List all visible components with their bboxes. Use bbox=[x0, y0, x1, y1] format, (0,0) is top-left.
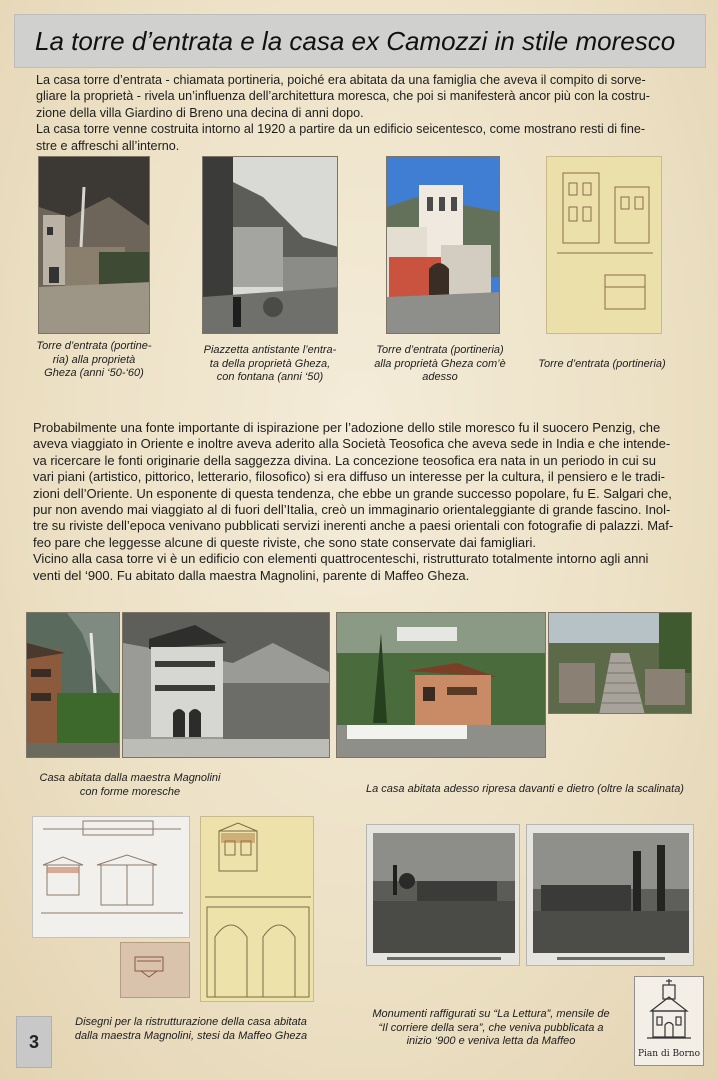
caption-line: Torre d’entrata (portineria) bbox=[538, 358, 666, 370]
body-line: va ricercare le fonti originarie della saggezza divina. La concezione teosofica era nata in un periodo in cui su bbox=[33, 452, 656, 468]
page-number: 3 bbox=[16, 1016, 52, 1068]
body-line: feo pare che leggesse alcune di queste riviste, che sono state conservate dai famigliari. bbox=[33, 534, 536, 550]
caption-line: Torre d’entrata (portineria) bbox=[376, 344, 504, 356]
body-paragraph bbox=[33, 420, 685, 584]
body-line: pur non avendo mai viaggiato al di fuori dell’Italia, creò un immaginario orientaleggiante di grande fascino. Inol- bbox=[33, 502, 671, 518]
photo-piazzetta-old bbox=[202, 156, 338, 334]
caption-monuments bbox=[360, 1008, 622, 1049]
caption-line: Piazzetta antistante l’entra- bbox=[203, 344, 337, 356]
caption-line: adesso bbox=[422, 371, 458, 383]
page-title: La torre d’entrata e la casa ex Camozzi in stile moresco bbox=[35, 26, 676, 56]
caption-line: con fontana (anni ‘50) bbox=[216, 371, 324, 383]
body-line: venti del ‘900. Fu abitato dalla maestra Magnolini, parente di Maffeo Gheza. bbox=[33, 567, 470, 583]
caption-tower-now bbox=[370, 344, 510, 385]
drawing-restructuring-2 bbox=[120, 942, 190, 998]
caption-line: inizio ‘900 e veniva letta da Maffeo bbox=[406, 1035, 576, 1047]
body-line: Vicino alla casa torre vi è un edificio con elementi quattrocenteschi, ristrutturato totalmente intorno agli anni bbox=[33, 551, 649, 567]
caption-line: Torre d’entrata (portine- bbox=[36, 340, 152, 352]
intro-paragraph bbox=[36, 72, 684, 154]
pian-di-borno-logo bbox=[634, 976, 704, 1066]
photo-tower-drawing bbox=[546, 156, 662, 334]
intro-line: La casa torre venne costruita intorno al 1920 a partire da un edificio seicentesco, come mostrano resti di fine- bbox=[36, 122, 646, 137]
caption-line: con forme moresche bbox=[79, 785, 181, 798]
photo-magnolini-house-color bbox=[26, 612, 120, 758]
body-line: tre su riviste dell’epoca venivano pubblicati servizi inerenti anche a paesi orientali con fotografie di palazzi. Maf- bbox=[33, 518, 674, 534]
church-icon bbox=[635, 977, 703, 1045]
caption-line: ta della proprietà Gheza, bbox=[209, 357, 331, 370]
body-line: aveva viaggiato in Oriente e inoltre aveva aderito alla Società Teosofica che aveva sede in India e che intende- bbox=[33, 436, 671, 452]
caption-line: Gheza (anni ‘50-‘60) bbox=[44, 367, 144, 379]
engraving-monument-1 bbox=[366, 824, 520, 966]
caption-drawings bbox=[70, 1016, 312, 1043]
caption-tower-drawing bbox=[532, 358, 672, 372]
body-line: zioni dell’Oriente. Un esponente di questa tendenza, che ebbe un grande successo popolare, fu E. Salgari che, bbox=[33, 485, 672, 501]
photo-house-front-now bbox=[336, 612, 546, 758]
photo-tower-now bbox=[386, 156, 500, 334]
title-bar bbox=[14, 14, 706, 68]
caption-line: ria) alla proprietà bbox=[52, 353, 136, 366]
logo-text: Pian di Borno bbox=[637, 1049, 700, 1059]
caption-line: alla proprietà Gheza com’è bbox=[374, 357, 506, 370]
intro-line: gliare la proprietà - rivela un’influenza dell’architettura moresca, che poi si manifesterà ancor più con la costru- bbox=[36, 89, 650, 104]
caption-house-now bbox=[350, 783, 700, 797]
caption-line: dalla maestra Magnolini, stesi da Maffeo Gheza bbox=[74, 1029, 308, 1042]
body-line: vari piani (artistico, pittorico, letterario, filosofico) si era diffuso un interesse per la cultura, il pensiero e le tradi- bbox=[33, 469, 665, 485]
caption-magnolini-house bbox=[30, 772, 230, 799]
caption-line: La casa abitata adesso ripresa davanti e dietro (oltre la scalinata) bbox=[366, 783, 684, 795]
caption-line: Disegni per la ristrutturazione della casa abitata bbox=[75, 1016, 307, 1028]
intro-line: La casa torre d’entrata - chiamata portineria, poiché era abitata da una famiglia che aveva il compito di sorve- bbox=[36, 73, 646, 87]
caption-line: Casa abitata dalla maestra Magnolini bbox=[39, 772, 221, 784]
body-line: Probabilmente una fonte importante di ispirazione per l’adozione dello stile moresco fu il suocero Penzig, che bbox=[33, 420, 661, 435]
intro-line: zione della villa Giardino di Breno una decina di anni dopo. bbox=[36, 105, 364, 120]
photo-tower-old bbox=[38, 156, 150, 334]
photo-stairway-now bbox=[548, 612, 692, 714]
engraving-monument-2 bbox=[526, 824, 694, 966]
caption-tower-old bbox=[36, 340, 152, 381]
caption-line: “Il corriere della sera”, che veniva pubblicata a bbox=[378, 1021, 604, 1034]
drawing-restructuring-3 bbox=[200, 816, 314, 1002]
intro-line: stre e affreschi all’interno. bbox=[36, 138, 180, 153]
caption-line: Monumenti raffigurati su “La Lettura”, mensile de bbox=[372, 1008, 610, 1020]
caption-piazzetta bbox=[196, 344, 344, 385]
photo-magnolini-house-bw bbox=[122, 612, 330, 758]
drawing-restructuring-1 bbox=[32, 816, 190, 938]
